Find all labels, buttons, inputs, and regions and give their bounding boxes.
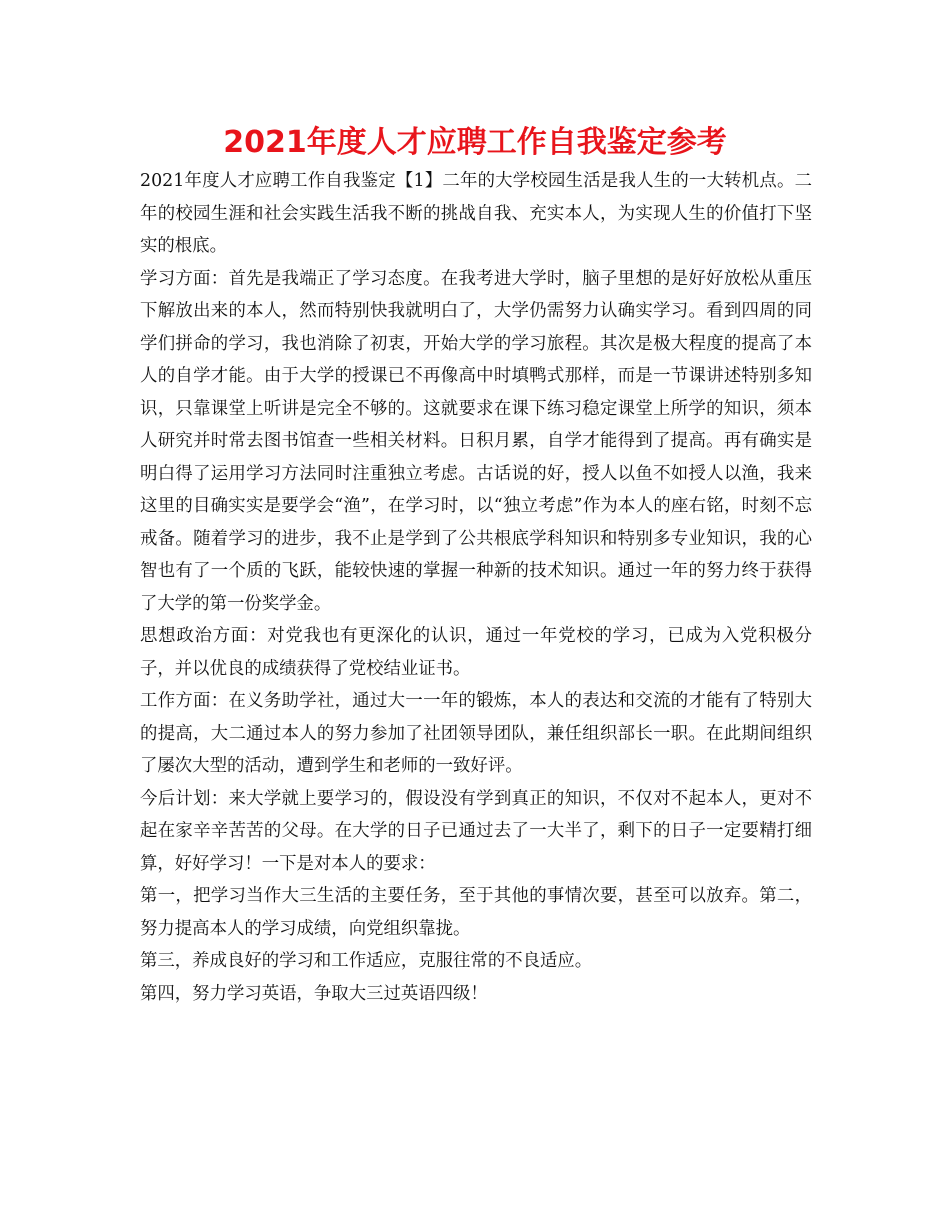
paragraph-fourth: 第四，努力学习英语，争取大三过英语四级！ [140,983,488,1004]
paragraph-intro: 2021年度人才应聘工作自我鉴定【1】二年的大学校园生活是我人生的一大转机点。二年的校园生涯和社会实践生活我不断的挑战自我、充实本人，为实现人生的价值打下坚实的根底。 [140,171,812,256]
paragraph-plan: 今后计划：来大学就上要学习的，假设没有学到真正的知识，不仅对不起本人，更对不起在家辛辛苦苦的父母。在大学的日子已通过去了一大半了，剩下的日子一定要精打细算，好好学习！一下是对本人的要求： [140,788,812,874]
document-body [140,165,812,1010]
paragraph-study: 学习方面：首先是我端正了学习态度。在我考进大学时，脑子里想的是好好放松从重压下解放出来的本人，然而特别快我就明白了，大学仍需努力认确实学习。看到四周的同学们拼命的学习，我也消除了初衷，开始大学的学习旅程。其次是极大程度的提高了本人的自学才能。由于大学的授课已不再像高中时填鸭式那样，而是一节课讲述特别多知识，只靠课堂上听讲是完全不够的。这就要求在课下练习稳定课堂上所学的知识，须本人研究并时常去图书馆查一些相关材料。日积月累，自学才能得到了提高。再有确实是明白得了运用学习方法同时注重独立考虑。古话说的好，授人以鱼不如授人以渔，我来这里的目确实实是要学会“渔”，在学习时，以“独立考虑”作为本人的座右铭，时刻不忘戒备。随着学习的进步，我不止是学到了公共根底学科知识和特别多专业知识，我的心智也有了一个质的飞跃，能较快速的掌握一种新的技术知识。通过一年的努力终于获得了大学的第一份奖学金。 [140,268,812,614]
paragraph-third: 第三，养成良好的学习和工作适应，克服往常的不良适应。 [140,951,593,971]
paragraph-work: 工作方面：在义务助学社，通过大一一年的锻炼，本人的表达和交流的才能有了特别大的提高，大二通过本人的努力参加了社团领导团队，兼任组织部长一职。在此期间组织了屡次大型的活动，遭到学生和老师的一致好评。 [140,691,812,776]
paragraph-politics: 思想政治方面：对党我也有更深化的认识，通过一年党校的学习，已成为入党积极分子，并以优良的成绩获得了党校结业证书。 [140,626,812,679]
paragraph-first-second: 第一，把学习当作大三生活的主要任务，至于其他的事情次要，甚至可以放弃。第二，努力提高本人的学习成绩，向党组织靠拢。 [140,886,812,939]
document-title: 2021年度人才应聘工作自我鉴定参考 [223,125,727,160]
